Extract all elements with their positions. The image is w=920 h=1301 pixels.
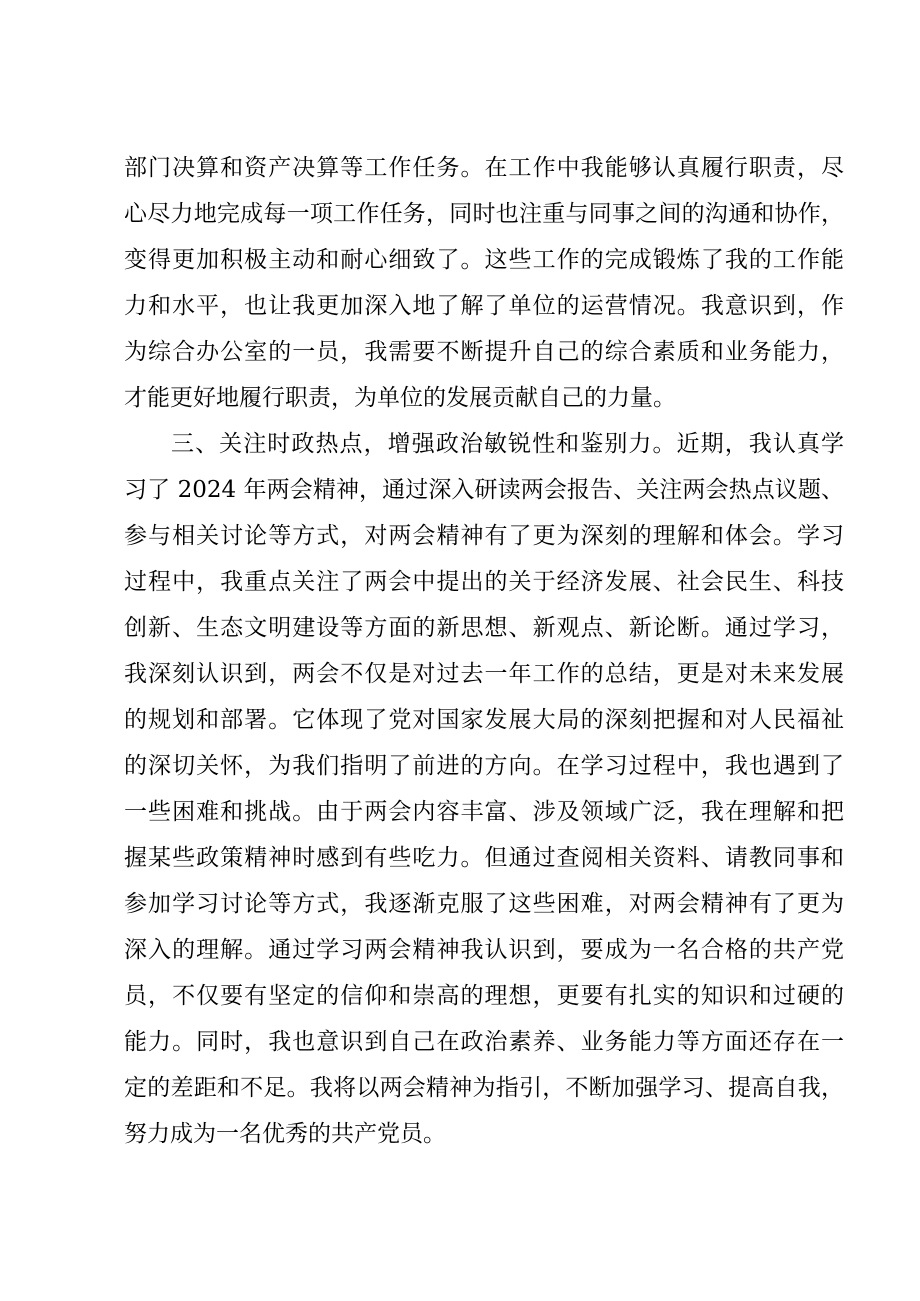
paragraph-2-line-11: 参加学习讨论等方式，我逐渐克服了这些困难，对两会精神有了更为 [124, 891, 844, 917]
paragraph-2-line-10: 握某些政策精神时感到有些吃力。但通过查阅相关资料、请教同事和 [124, 845, 844, 871]
paragraph-1-line-4: 力和水平，也让我更加深入地了解了单位的运营情况。我意识到，作 [124, 293, 844, 319]
paragraph-2-line-1: 三、关注时政热点，增强政治敏锐性和鉴别力。近期，我认真学 [171, 431, 844, 457]
paragraph-1-line-1: 部门决算和资产决算等工作任务。在工作中我能够认真履行职责，尽 [124, 155, 844, 181]
paragraph-2-line-15: 定的差距和不足。我将以两会精神为指引，不断加强学习、提高自我， [124, 1075, 844, 1101]
paragraph-2-line-14: 能力。同时，我也意识到自己在政治素养、业务能力等方面还存在一 [124, 1029, 844, 1055]
paragraph-2-line-7: 的规划和部署。它体现了党对国家发展大局的深刻把握和对人民福祉 [124, 707, 844, 733]
paragraph-2-line-13: 员，不仅要有坚定的信仰和崇高的理想，更要有扎实的知识和过硬的 [124, 983, 844, 1009]
paragraph-1-line-5: 为综合办公室的一员，我需要不断提升自己的综合素质和业务能力， [124, 339, 844, 365]
paragraph-1-line-3: 变得更加积极主动和耐心细致了。这些工作的完成锻炼了我的工作能 [124, 247, 844, 273]
paragraph-2-line-3: 参与相关讨论等方式，对两会精神有了更为深刻的理解和体会。学习 [124, 523, 844, 549]
paragraph-2-line-12: 深入的理解。通过学习两会精神我认识到，要成为一名合格的共产党 [124, 937, 844, 963]
paragraph-2-line-16: 努力成为一名优秀的共产党员。 [124, 1121, 446, 1147]
paragraph-2-line-4: 过程中，我重点关注了两会中提出的关于经济发展、社会民生、科技 [124, 569, 844, 595]
paragraph-2-line-8: 的深切关怀，为我们指明了前进的方向。在学习过程中，我也遇到了 [124, 753, 844, 779]
paragraph-2-line-9: 一些困难和挑战。由于两会内容丰富、涉及领域广泛，我在理解和把 [124, 799, 844, 825]
paragraph-1-line-2: 心尽力地完成每一项工作任务，同时也注重与同事之间的沟通和协作， [124, 201, 844, 227]
paragraph-2-line-6: 我深刻认识到，两会不仅是对过去一年工作的总结，更是对未来发展 [124, 661, 844, 687]
paragraph-2-line-2: 习了 2024 年两会精神，通过深入研读两会报告、关注两会热点议题、 [124, 477, 844, 503]
paragraph-2-line-5: 创新、生态文明建设等方面的新思想、新观点、新论断。通过学习， [124, 615, 844, 641]
paragraph-1-line-6: 才能更好地履行职责，为单位的发展贡献自己的力量。 [124, 385, 676, 411]
